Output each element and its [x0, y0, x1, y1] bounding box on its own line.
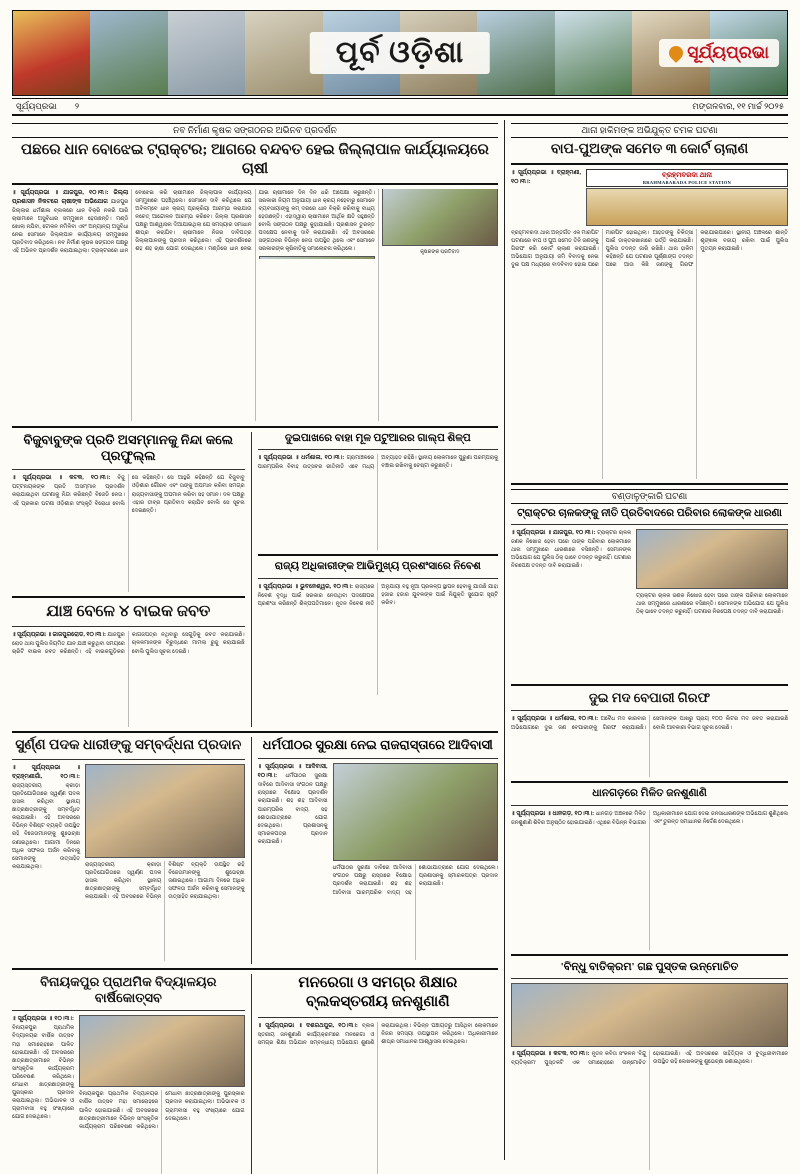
right-byline1: ॥ ସୂର୍ଯ୍ୟପ୍ରଭା ॥ ବ୍ରାହ୍ମଣୀ, ୧୦।୩।:: [511, 169, 581, 185]
right-text5: ନୂତନ କବିତା ସଂକଳନ 'ବିନ୍ଦୁ ବ୍ୟତିକ୍ରମ' ପୁସ୍ତକଟି ଏକ ସମାରୋହରେ ଉନ୍ମୋଚିତ ହୋଇଯାଇଛି। ଏହି ଅବସରରେ ସାହିତ୍ୟିକ ଓ ବୁଦ୍ଧିଜୀବୀମାନେ ଉପସ୍ଥିତ ରହି ଲେଖକଙ୍କୁ ଶୁଭେଚ୍ଛା ଜଣାଇଥିଲେ।: [511, 1051, 788, 1067]
story2-text: ବିଜୁ ପଟ୍ଟନାୟକଙ୍କ ପ୍ରତି ଅସମ୍ମାନ ପ୍ରଦର୍ଶନ କରାଯାଇଥିବା ଘଟଣାକୁ ନିନ୍ଦା କରିଛନ୍ତି ବିଜେଡି ନେତା। ଏହି ପ୍ରକାର ଘଟଣା ଓଡ଼ିଶାର ସଂସ୍କୃତି ବିରୋଧୀ ବୋଲି ସେ କହିଛନ୍ତି। ସେ ଆହୁରି କହିଛନ୍ତି ଯେ ବିଜୁବାବୁ ଓଡ଼ିଶାର ଗୌରବ ଏବଂ ତାଙ୍କୁ ଅପମାନ କରିବା ସମଗ୍ର ରାଜ୍ୟବାସୀଙ୍କୁ ଅପମାନ କରିବା ସହ ସମାନ। ଦଳ ପକ୍ଷରୁ ଏହାର ତୀବ୍ର ପ୍ରତିବାଦ କରାଯିବ ବୋଲି ସେ ସୂଚନା ଦେଇଛନ୍ତି।: [12, 475, 245, 514]
mid-story2-text: ରାଜ୍ୟରେ ନିବେଶ ବୃଦ୍ଧି ପାଇଁ ସରକାର ନେଉଥିବା ପଦକ୍ଷେପର ପ୍ରଶଂସା କରିଛନ୍ତି ଶିଳ୍ପପତିମାନେ। ନୂତନ ନିବେଶ ନୀତି ଅନୁଯାୟୀ ବହୁ ନୂଆ ପ୍ରକଳ୍ପ ସ୍ଥାପନ ହେବାକୁ ଯାଉଛି ଯାହା ହଜାର ହଜାର ଯୁବକଙ୍କ ପାଇଁ ନିଯୁକ୍ତି ସୁଯୋଗ ସୃଷ୍ଟି କରିବ।: [257, 583, 498, 607]
mid-story1-headline: ଦୁଇପାଖରେ ବାହା ମୂଳ ପଟୁଆରର ଗାଲ୍ପ ଶିଳ୍ପ: [284, 432, 471, 444]
mid-story4-text: ବ୍ଲକ ସ୍ତରୀୟ ଜନଶୁଣାଣି କାର୍ଯ୍ୟକ୍ରମରେ ମନରେଗା ଓ ସମଗ୍ର ଶିକ୍ଷା ଅଭିଯାନ ସମ୍ବନ୍ଧୀୟ ଅଭିଯୋଗ ଶୁଣାଣି କରାଯାଇଥିଲା। ବିଭିନ୍ନ ପଞ୍ଚାୟତରୁ ଆସିଥିବା ଲୋକମାନେ ନିଜର ସମସ୍ୟା ଉପସ୍ଥାପନ କରିଥିଲେ। ଅଧିକାରୀମାନେ ଶୀଘ୍ର ସମାଧାନର ଆଶ୍ୱାସନା ଦେଇଥିଲେ।: [257, 1022, 498, 1046]
right-photo2: [636, 529, 788, 589]
story5-text-cont: ବିନାୟକପୁର ପ୍ରାଥମିକ ବିଦ୍ୟାଳୟର ବାର୍ଷିକ ଉତ୍ସବ ମହା ସମାରୋହରେ ପାଳିତ ହୋଇଯାଇଛି। ଏହି ଅବସରରେ ଛାତ୍ରଛାତ୍ରୀମାନେ ବିଭିନ୍ନ ସାଂସ୍କୃତିକ କାର୍ଯ୍ୟକ୍ରମ ପରିବେଷଣ କରିଥିଲେ। ମେଧାବୀ ଛାତ୍ରଛାତ୍ରୀଙ୍କୁ ପୁରସ୍କାର ପ୍ରଦାନ କରାଯାଇଥିଲା। ଅଭିଭାବକ ଓ ଗ୍ରାମବାସୀ ବହୁ ସଂଖ୍ୟାରେ ଯୋଗ ଦେଇଥିଲେ।: [79, 1091, 245, 1130]
story5-photo: [79, 1015, 245, 1087]
story4-headline: ସୁର୍ଣ୍ଣ ପଦକ ଧାରୀଙ୍କୁ ସମ୍ବର୍ଦ୍ଧନା ପ୍ରଦାନ: [15, 738, 242, 754]
story4-text: ରାଜ୍ୟସ୍ତରୀୟ କ୍ରୀଡ଼ା ପ୍ରତିଯୋଗିତାରେ ସ୍ୱର୍ଣ୍ଣ ପଦକ ହାସଲ କରିଥିବା ସ୍ଥାନୀୟ ଛାତ୍ରଛାତ୍ରୀଙ୍କୁ ସମ୍ବର୍ଦ୍ଧିତ କରାଯାଇଛି। ଏହି ଅବସରରେ ବିଭିନ୍ନ ବିଶିଷ୍ଟ ବ୍ୟକ୍ତି ଉପସ୍ଥିତ ରହି ବିଜେତାମାନଙ୍କୁ ଶୁଭେଚ୍ଛା ଜଣାଇଥିଲେ। ଆଗାମୀ ଦିନରେ ଅଧିକ ସଫଳତା ଅର୍ଜନ କରିବାକୁ ସେମାନଙ୍କୁ ଉତ୍ସାହିତ କରାଯାଇଥିଲା।: [12, 782, 80, 870]
mid-story4-byline: ॥ ସୂର୍ଯ୍ୟପ୍ରଭା ॥ ଦଶରଥପୁର, ୧୦।୩।:: [257, 1022, 358, 1029]
story5-text: ବିନାୟକପୁର ପ୍ରାଥମିକ ବିଦ୍ୟାଳୟର ବାର୍ଷିକ ଉତ୍ସବ ମହା ସମାରୋହରେ ପାଳିତ ହୋଇଯାଇଛି। ଏହି ଅବସରରେ ଛାତ୍ରଛାତ୍ରୀମାନେ ବିଭିନ୍ନ ସାଂସ୍କୃତିକ କାର୍ଯ୍ୟକ୍ରମ ପରିବେଷଣ କରିଥିଲେ। ମେଧାବୀ ଛାତ୍ରଛାତ୍ରୀଙ୍କୁ ପୁରସ୍କାର ପ୍ରଦାନ କରାଯାଇଥିଲା। ଅଭିଭାବକ ଓ ଗ୍ରାମବାସୀ ବହୁ ସଂଖ୍ୟାରେ ଯୋଗ ଦେଇଥିଲେ।: [12, 1025, 74, 1121]
edition-name: ସୂର୍ଯ୍ୟପ୍ରଭା: [16, 101, 57, 111]
mid-story3-text: ଧର୍ମପୀଠର ସୁରକ୍ଷା ଦାବିରେ ଆଦିବାସୀ ସଂଗଠନ ପକ୍ଷରୁ ରାସ୍ତାରେ ବିକ୍ଷୋଭ ପ୍ରଦର୍ଶନ କରାଯାଇଛି। ଶହ ଶହ ଆଦିବାସୀ ପାରମ୍ପରିକ ବାଦ୍ୟ ସହ ଶୋଭାଯାତ୍ରାରେ ଯୋଗ ଦେଇଥିଲେ। ପ୍ରଶାସନକୁ ସ୍ମାରକପତ୍ର ପ୍ରଦାନ କରାଯାଇଛି।: [257, 773, 328, 845]
issue-date: ମଙ୍ଗଳବାର, ୧୧ ମାର୍ଚ୍ଚ ୨୦୨୫: [692, 101, 784, 111]
mid-story3-text-cont: ଧର୍ମପୀଠର ସୁରକ୍ଷା ଦାବିରେ ଆଦିବାସୀ ସଂଗଠନ ପକ୍ଷରୁ ରାସ୍ତାରେ ବିକ୍ଷୋଭ ପ୍ରଦର୍ଶନ କରାଯାଇଛି। ଶହ ଶହ ଆଦିବାସୀ ପାରମ୍ପରିକ ବାଦ୍ୟ ସହ ଶୋଭାଯାତ୍ରାରେ ଯୋଗ ଦେଇଥିଲେ। ପ୍ରଶାସନକୁ ସ୍ମାରକପତ୍ର ପ୍ରଦାନ କରାଯାଇଛି।: [332, 865, 498, 896]
story4-text-cont: ରାଜ୍ୟସ୍ତରୀୟ କ୍ରୀଡ଼ା ପ୍ରତିଯୋଗିତାରେ ସ୍ୱର୍ଣ୍ଣ ପଦକ ହାସଲ କରିଥିବା ସ୍ଥାନୀୟ ଛାତ୍ରଛାତ୍ରୀଙ୍କୁ ସମ୍ବର୍ଦ୍ଧିତ କରାଯାଇଛି। ଏହି ଅବସରରେ ବିଭିନ୍ନ ବିଶିଷ୍ଟ ବ୍ୟକ୍ତି ଉପସ୍ଥିତ ରହି ବିଜେତାମାନଙ୍କୁ ଶୁଭେଚ୍ଛା ଜଣାଇଥିଲେ। ଆଗାମୀ ଦିନରେ ଅଧିକ ସଫଳତା ଅର୍ଜନ କରିବାକୁ ସେମାନଙ୍କୁ ଉତ୍ସାହିତ କରାଯାଇଥିଲା।: [85, 861, 245, 901]
mid-story3-byline: ॥ ସୂର୍ଯ୍ୟପ୍ରଭା ॥ ଆଦିବାସୀ, ୧୦।୩।:: [257, 764, 328, 780]
right-byline2: ॥ ସୂର୍ଯ୍ୟପ୍ରଭା ॥ ଯାଜପୁର, ୧୦।୩।:: [511, 530, 596, 537]
story4-body: [12, 764, 80, 964]
lead-photo-caption: କୃଷକଙ୍କ ପ୍ରତିବାଦ: [420, 249, 460, 255]
story2-headline: ବିଜୁବାବୁଙ୍କ ପ୍ରତି ଅସମ୍ମାନକୁ ନିନ୍ଦା କଲେ ପ୍ରଫୁଲ୍ଲ: [23, 431, 234, 464]
mid-story3-headline: ଧର୍ମପୀଠର ସୁରକ୍ଷା ନେଇ ରାଜରାସ୍ତାରେ ଆଦିବାସୀ: [262, 737, 493, 753]
story2-body: [12, 474, 245, 592]
mid-story2-body: [258, 583, 498, 695]
story5-byline: ॥ ସୂର୍ଯ୍ୟପ୍ରଭା ॥ ୧୦।୩।:: [12, 1016, 74, 1023]
right-body4: [511, 810, 788, 950]
story3-body: [12, 631, 245, 727]
right-headline5: 'ବିନ୍ଧୁ ବାତିକ୍ରମ' ଗଛ ପୁସ୍ତକ ଉନ୍ମୋଚିତ: [560, 961, 739, 974]
mid-story3-photo: [333, 763, 498, 861]
mid-story4-headline: ମନରେଗା ଓ ସମଗ୍ର ଶିକ୍ଷାର ବ୍ଲକସ୍ତରୀୟ ଜନଶୁଣାଣି: [298, 974, 458, 1011]
lead-body-text: ଯାଜପୁର ଜିଲ୍ଲାର ଧର୍ମଶାଳା ବ୍ଲକରେ ଧାନ ବିକ୍ରି ନକରି ପାରି ଚାଷୀମାନେ ଅସୁବିଧାର ସମ୍ମୁଖୀନ ହେଉଛନ୍ତି। ମଣ୍ଡି ଖୋଲା ନଯିବା, ଟୋକନ ନମିଳିବା ଏବଂ ଅନ୍ୟାନ୍ୟ ଅସୁବିଧା ନେଇ ସେମାନେ ଜିଲ୍ଲାପାଳ କାର୍ଯ୍ୟାଳୟ ସମ୍ମୁଖରେ ପ୍ରତିବାଦ କରିଥିଲେ। ନବ ନିର୍ମାଣ କୃଷକ ସଙ୍ଗଠନ ପକ୍ଷରୁ ଏହି ଅଭିନବ ପ୍ରଦର୍ଶନ କରାଯାଇଥିଲା। ଟ୍ରାକ୍ଟରରେ ଧାନ ବୋଝେଇ କରି ଚାଷୀମାନେ ଜିଲ୍ଲାପାଳ କାର୍ଯ୍ୟାଳୟ ସମ୍ମୁଖରେ ପହଞ୍ଚିଥିଲେ। ସେମାନେ ଦାବି କରିଥିଲେ ଯେ ଅବିଳମ୍ବେ ଧାନ କ୍ରୟ ପ୍ରକ୍ରିୟା ଆରମ୍ଭ କରାଯାଉ ନଚେତ୍ ଆନ୍ଦୋଳନ ଆରମ୍ଭ କରିବେ। ଜିଲ୍ଲା ପ୍ରଶାସନ ପକ୍ଷରୁ ଆଶ୍ୱାସନା ଦିଆଯାଇଥିଲା ଯେ ସମସ୍ୟାର ସମାଧାନ ଶୀଘ୍ର କରାଯିବ। ଚାଷୀମାନେ ନିଜର ଦାବିପତ୍ର ଜିଲ୍ଲାପାଳଙ୍କୁ ପ୍ରଦାନ କରିଥିଲେ। ଏହି ପ୍ରଦର୍ଶନରେ ଶହ ଶହ ଚାଷୀ ଯୋଗ ଦେଇଥିଲେ। ମଣ୍ଡିରେ ଧାନ ନେଇ ଯାଇ ଚାଷୀମାନେ ଦିନ ଦିନ ଧରି ଅପେକ୍ଷା କରୁଛନ୍ତି। ସରକାରୀ ନିୟମ ଅନୁଯାୟୀ ଧାନ କ୍ରୟ ନହେବାରୁ ସେମାନେ ବ୍ୟବସାୟୀଙ୍କୁ କମ୍ ଦରରେ ଧାନ ବିକ୍ରି କରିବାକୁ ବାଧ୍ୟ ହେଉଛନ୍ତି। ଏହାଦ୍ୱାରା ଚାଷୀମାନେ ଆର୍ଥିକ କ୍ଷତି ସହୁଛନ୍ତି ବୋଲି ସଙ୍ଗଠନ ପକ୍ଷରୁ କୁହାଯାଇଛି। ପ୍ରଶାସନ ତୁରନ୍ତ ପଦକ୍ଷେପ ନେବାକୁ ଦାବି କରାଯାଇଛି। ଏହି ଅବସରରେ ସଙ୍ଗଠନର ବିଭିନ୍ନ ନେତା ଉପସ୍ଥିତ ଥିଲେ ଏବଂ ସେମାନେ ସରକାରଙ୍କ କୃଷିନୀତିକୁ ସମାଲୋଚନା କରିଥିଲେ।: [12, 189, 375, 255]
publisher-logo: [659, 39, 779, 67]
right-body2: [511, 529, 631, 679]
main-content: [12, 120, 498, 1160]
right-headline1: ବାପ-ପୁଅଙ୍କ ସମେତ ୩ କୋର୍ଟ ଚାଲାଣ: [550, 142, 749, 157]
right-kicker1: ଥାନା ହାକିମଙ୍କ ଅଭିଯୁକ୍ତ ଚମକ ଘଟଣା: [511, 123, 788, 138]
story5-body-cont: [79, 1090, 245, 1174]
right-byline4: ॥ ସୂର୍ଯ୍ୟପ୍ରଭା ॥ ଧାନଗଡ଼, ୧୦।୩।:: [511, 811, 595, 818]
lead-headline: ପଛରେ ଧାନ ବୋଝେଇ ଟ୍ରାକ୍ଟର; ଆଗରେ ବନ୍ଦବତ ହେଇ ଜିଲ୍ଲାପାଳ କାର୍ଯ୍ୟାଳୟରେ ଚାଷୀ: [21, 142, 489, 177]
story4-photo: [85, 764, 245, 858]
right-text3: ଅବୈଧ ମଦ କାରବାର ଅଭିଯୋଗରେ ଦୁଇ ଜଣ ବେପାରୀଙ୍କୁ ଗିରଫ କରାଯାଇଛି। ସେମାନଙ୍କ ପାଖରୁ ପ୍ରାୟ ୧୦୦ ଲିଟର ମଦ ଜବତ କରାଯାଇଛି ବୋଲି ଆବକାରୀ ବିଭାଗ ସୂଚନା ଦେଇଛି।: [511, 716, 788, 732]
right-kicker2: ବଣ୍ଡାଳୁଙ୍କାରି ଘଟଣା: [511, 489, 788, 504]
story2-byline: ॥ ସୂର୍ଯ୍ୟପ୍ରଭା ॥ କଟକ, ୧୦।୩।:: [12, 475, 111, 482]
mid-story2-byline: ॥ ସୂର୍ଯ୍ୟପ୍ରଭା ॥ ଭୁବନେଶ୍ୱର, ୧୦।୩।:: [257, 583, 353, 590]
story4-byline: ॥ ସୂର୍ଯ୍ୟପ୍ରଭା ॥ ବ୍ରାହ୍ମଣୀଗାଁ, ୧୦।୩।:: [12, 764, 80, 780]
right-text2: ଟ୍ରାକ୍ଟର ଚାଳକ ଜଣକ ନିଖୋଜ ହେବା ପରେ ତାଙ୍କ ପରିବାର ଲୋକମାନେ ଥାନା ସମ୍ମୁଖରେ ଧାରଣାରେ ବସିଛନ୍ତି। ସେମାନଙ୍କ ଅଭିଯୋଗ ଯେ ପୁଲିସ ଠିକ୍ ଭାବେ ତଦନ୍ତ କରୁନାହିଁ। ଘଟଣାର ନିରପେକ୍ଷ ତଦନ୍ତ ଦାବି କରାଯାଇଛି।: [511, 530, 631, 570]
story5-body: [12, 1015, 74, 1174]
mid-story2-headline: ରାଜ୍ୟ ଅଧିକାରୀଙ୍କ ଆଭିମୁଖ୍ୟ ପ୍ରଶଂସାରେ ନିବେଶ: [274, 561, 481, 573]
right-text4: ଧାନଗଡ଼ ଅଞ୍ଚଳରେ ମିଳିତ ଜନଶୁଣାଣି ଶିବିର ଅନୁଷ୍ଠିତ ହୋଇଯାଇଛି। ଏଥିରେ ବିଭିନ୍ନ ବିଭାଗର ଅଧିକାରୀମାନେ ଯୋଗ ଦେଇ ଜନସାଧାରଣଙ୍କ ଅଭିଯୋଗ ଶୁଣିଥିଲେ ଏବଂ ତୁରନ୍ତ ସମାଧାନର ନିର୍ଦ୍ଦେଶ ଦେଇଥିଲେ।: [511, 811, 788, 827]
lotus-icon: [666, 43, 686, 63]
lead-kicker: ନବ ନିର୍ମାଣ କୃଷକ ସଙ୍ଗଠନର ଅଭିନବ ପ୍ରଦର୍ଶନ: [12, 123, 498, 138]
right-text2-cont: ଟ୍ରାକ୍ଟର ଚାଳକ ଜଣକ ନିଖୋଜ ହେବା ପରେ ତାଙ୍କ ପରିବାର ଲୋକମାନେ ଥାନା ସମ୍ମୁଖରେ ଧାରଣାରେ ବସିଛନ୍ତି। ସେମାନଙ୍କ ଅଭିଯୋଗ ଯେ ପୁଲିସ ଠିକ୍ ଭାବେ ତଦନ୍ତ କରୁନାହିଁ। ଘଟଣାର ନିରପେକ୍ଷ ତଦନ୍ତ ଦାବି କରାଯାଇଛି।: [636, 593, 788, 616]
story3-byline: ॥ ସୂର୍ଯ୍ୟପ୍ରଭା ॥ ଜାଜପୁରରୋଡ, ୧୦।୩।:: [12, 632, 106, 639]
right-headline2: ଟ୍ରାକ୍ଟର ଚାଳକଙ୍କୁ ନୀତି ପ୍ରତିବାଦରେ ପରିବାର ଲୋକଙ୍କ ଧାରଣା: [517, 507, 782, 519]
right-byline3: ॥ ସୂର୍ଯ୍ୟପ୍ରଭା ॥ ଧର୍ମଶାଳା, ୧୦।୩।:: [511, 716, 599, 723]
mid-story3-body: [258, 763, 328, 963]
publisher-name: ସୂର୍ଯ୍ୟପ୍ରଭା: [687, 43, 769, 62]
dateline: [12, 98, 788, 116]
right-photo1: [586, 188, 788, 226]
right-column: [504, 120, 788, 1160]
right-body2-cont: [636, 592, 788, 680]
police-station-sign: [586, 169, 788, 187]
station-name-en: BRAHMABARADA POLICE STATION: [642, 179, 732, 185]
right-photo5: [511, 983, 788, 1047]
lead-byline: ॥ ସୂର୍ଯ୍ୟପ୍ରଭା ॥ ଯାଜପୁର, ୧୦।୩।: ଜିଲ୍ଲା ପ୍ରଶାସନ ନିକଟରେ ଚାଷୀଙ୍କ ଅଭିଯୋଗ: [12, 189, 129, 205]
right-byline5: ॥ ସୂର୍ଯ୍ୟପ୍ରଭା ॥ କଟକ, ୧୦।୩।:: [511, 1051, 590, 1058]
story3-headline: ଯାଞ୍ଚ ବେଳେ ୪ ବାଇକ ଜବତ: [46, 603, 211, 621]
right-body3: [511, 715, 788, 777]
page-number: ୨: [74, 101, 80, 111]
station-name-od: ବ୍ରହ୍ମବରଦା ଥାନା: [661, 170, 713, 179]
masthead: [12, 10, 788, 96]
page-title: ପୂର୍ବ ଓଡ଼ିଶା: [310, 32, 490, 74]
right-body5: [511, 1050, 788, 1170]
right-text1: ବ୍ରହ୍ମବରଦା ଥାନା ଅନ୍ତର୍ଗତ ଏକ ମାରପିଟ ଘଟଣାରେ ବାପ ଓ ପୁଅ ସମେତ ତିନି ଜଣଙ୍କୁ ଗିରଫ କରି କୋର୍ଟ ଚାଲାଣ କରାଯାଇଛି। ଅଭିଯୋଗ ଅନୁଯାୟୀ ଜମି ବିବାଦକୁ ନେଇ ଦୁଇ ପକ୍ଷ ମଧ୍ୟରେ ବାଦବିବାଦ ହୋଇ ପରେ ମାରପିଟ ହୋଇଥିଲା। ଆହତଙ୍କୁ ଚିକିତ୍ସା ପାଇଁ ଡାକ୍ତରଖାନାରେ ଭର୍ତ୍ତି କରାଯାଇଛି। ପୁଲିସ ତଦନ୍ତ ଜାରି ରଖିଛି। ଥାନା ହାକିମ କହିଛନ୍ତି ଯେ ଘଟଣାର ପୂର୍ଣ୍ଣାଙ୍ଗ ତଦନ୍ତ ପରେ ଆଉ କିଛି ଜଣଙ୍କୁ ଗିରଫ କରାଯାଇପାରେ। ସ୍ଥାନୀୟ ଅଞ୍ଚଳରେ ଶାନ୍ତି ଶୃଙ୍ଖଳା ବଜାୟ ରଖିବା ପାଇଁ ପୁଲିସ ମୁତୟନ କରାଯାଇଛି।: [511, 229, 788, 268]
mid-story1-byline: ॥ ସୂର୍ଯ୍ୟପ୍ରଭା ॥ ଧର୍ମଶାଳା, ୧୦।୩।:: [257, 455, 345, 462]
story4-body-cont: [85, 861, 245, 961]
mid-story4-body: [258, 1022, 498, 1174]
right-body1-a: [511, 169, 581, 225]
right-headline3: ଦୁଇ ମଦ ବେପାରୀ ଗିରଫ: [588, 690, 711, 706]
mid-story1-body: [258, 454, 498, 550]
right-headline4: ଧାନଗଡ଼ରେ ମିଳିତ ଜନଶୁଣାଣି: [592, 788, 707, 800]
right-body1: [511, 229, 788, 479]
story5-headline: ବିନାୟକପୁର ପ୍ରାଥମିକ ବିଦ୍ୟାଳୟର ବାର୍ଷିକୋତ୍ସବ: [40, 973, 217, 1006]
story3-text: ଯାଜପୁର ରୋଡ ଥାନା ପୁଲିସ ନିୟମିତ ଯାନ ଯାଞ୍ଚ କରୁଥିବା ସମୟରେ ଚାରିଟି ବାଇକ ଜବତ କରିଛନ୍ତି। ଏହି ବାଇକଗୁଡ଼ିକର କାଗଜପତ୍ର ନଥିବାରୁ ସେଗୁଡ଼ିକୁ ଜବତ କରାଯାଇଛି। ଚାଳକମାନଙ୍କ ବିରୁଦ୍ଧରେ ମାମଲା ରୁଜୁ କରାଯାଇଛି ବୋଲି ପୁଲିସ ସୂଚନା ଦେଇଛି।: [12, 632, 245, 656]
mid-story1-text: ଗ୍ରାମାଞ୍ଚଳରେ ପାରମ୍ପରିକ ବିବାହ ଉତ୍ସବର ରୀତିନୀତି ଏବେ ମଧ୍ୟ ଅବ୍ୟାହତ ରହିଛି। ସ୍ଥାନୀୟ ଲୋକମାନେ ପୁରୁଣା ପରମ୍ପରାକୁ ବଞ୍ଚାଇ ରଖିବାକୁ ଚେଷ୍ଟା କରୁଛନ୍ତି।: [257, 455, 498, 471]
mid-story3-body-cont: [333, 864, 498, 960]
lead-article-body: [12, 189, 498, 421]
